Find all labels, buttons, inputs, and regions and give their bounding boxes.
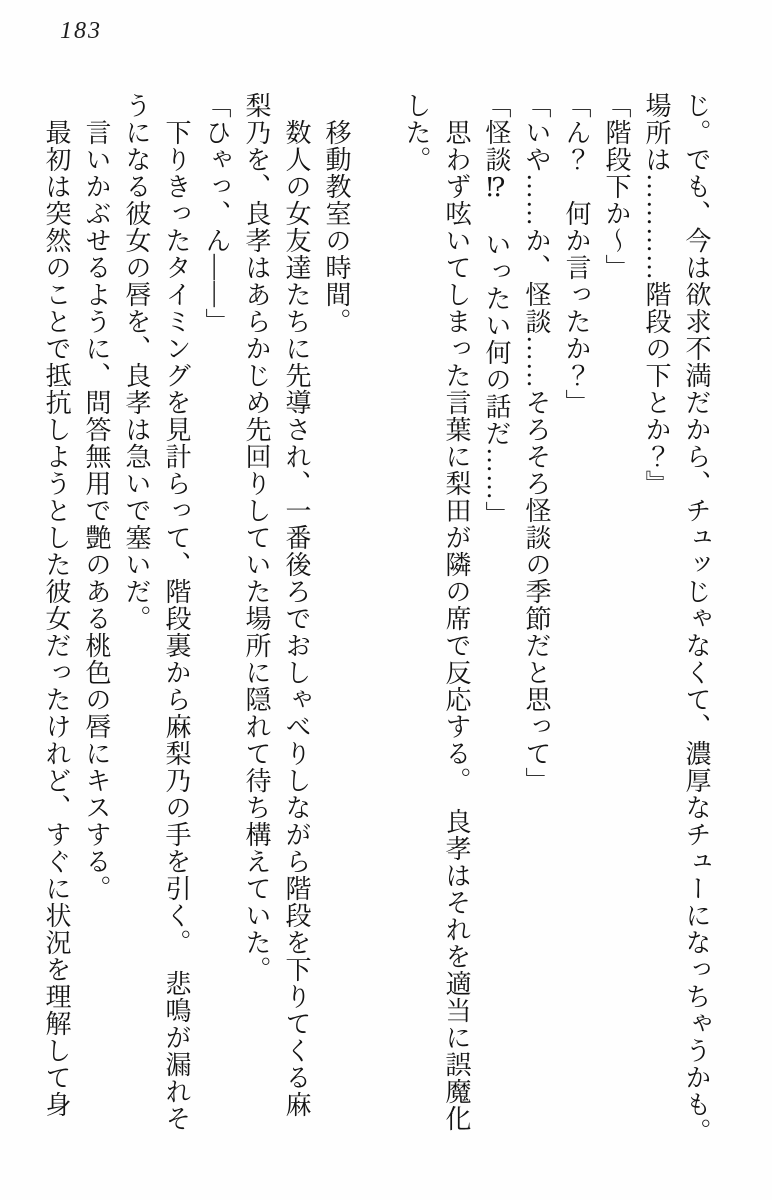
text-line: した。 <box>402 92 431 173</box>
text-line: 「ん？ 何か言ったか？」 <box>562 92 591 416</box>
text-line: 移動教室の時間。 <box>322 92 351 335</box>
text-line: 「ひゃっ、ん――」 <box>202 92 231 335</box>
text-line: 梨乃を、良孝はあらかじめ先回りしていた場所に隠れて待ち構えていた。 <box>242 92 271 983</box>
text-line: 場所は…………階段の下とか？』 <box>642 92 671 497</box>
text-line: 思わず呟いてしまった言葉に梨田が隣の席で反応する。 良孝はそれを適当に誤魔化 <box>442 92 471 1132</box>
text-line: 「怪談⁉ いったい何の話だ……」 <box>482 92 511 528</box>
text-line: 最初は突然のことで抵抗しようとした彼女だったけれど、すぐに状況を理解して身 <box>42 92 71 1118</box>
blank-line <box>356 92 396 1174</box>
body-text <box>36 92 716 1174</box>
text-line: 「いや……か、怪談……そろそろ怪談の季節だと思って」 <box>522 92 551 794</box>
text-line: 「階段下か〜」 <box>602 92 631 281</box>
text-line: 数人の女友達たちに先導され、一番後ろでおしゃべりしながら階段を下りてくる麻 <box>282 92 311 1118</box>
page-number: 183 <box>60 18 102 44</box>
text-line: 下りきったタイミングを見計らって、階段裏から麻梨乃の手を引く。 悲鳴が漏れそ <box>162 92 191 1132</box>
text-line: 言いかぶせるように、問答無用で艶のある桃色の唇にキスする。 <box>82 92 111 902</box>
text-line: じ。でも、今は欲求不満だから、チュッじゃなくて、濃厚なチューになっちゃうかも。 <box>682 92 711 1145</box>
text-line: うになる彼女の唇を、良孝は急いで塞いだ。 <box>122 92 151 632</box>
